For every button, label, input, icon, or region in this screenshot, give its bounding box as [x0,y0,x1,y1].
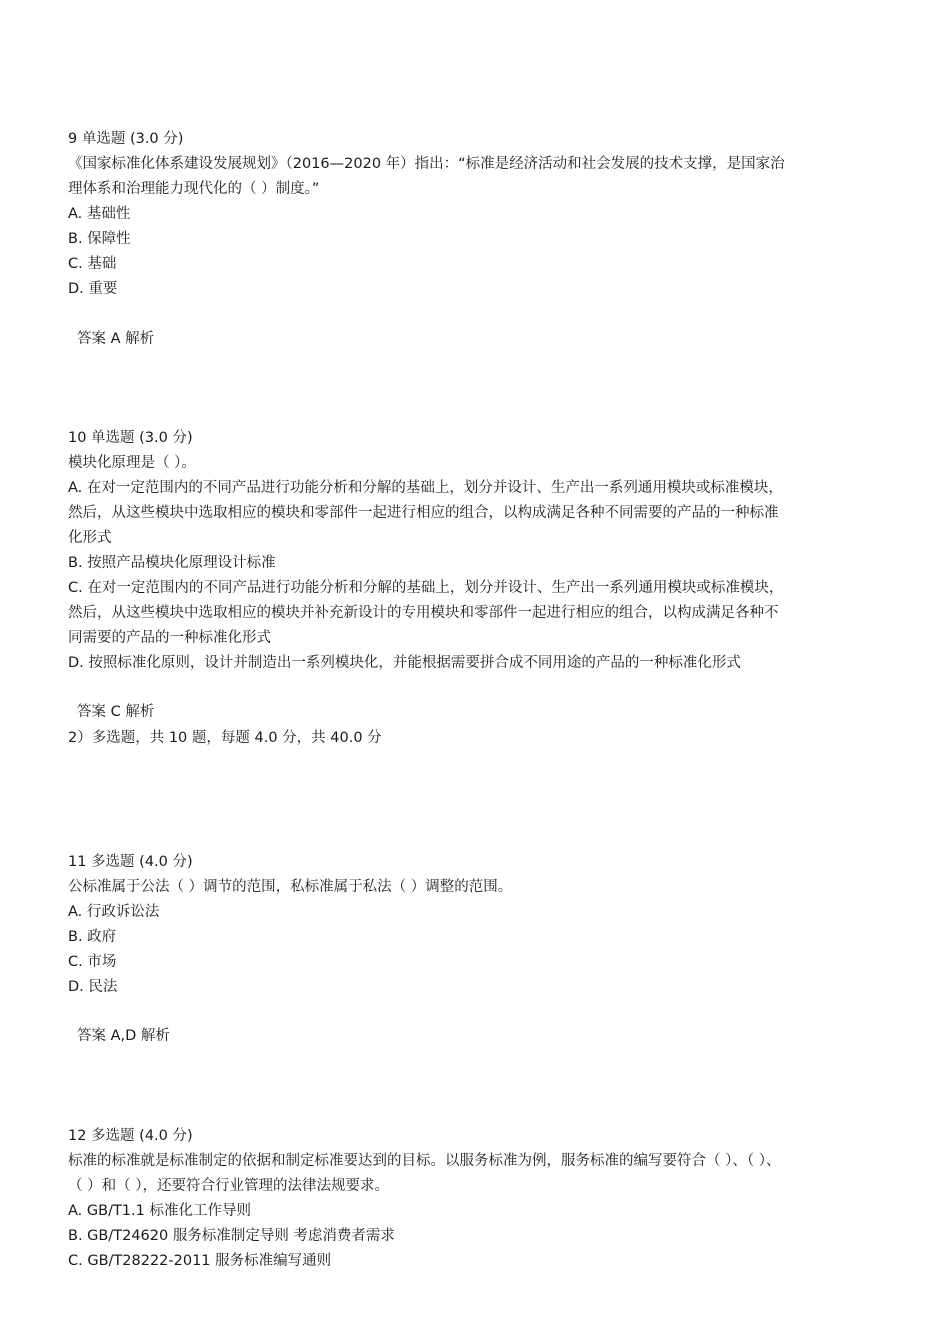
question-9-stem-line-2: 理体系和治理能力现代化的（ ）制度。” [68,181,320,197]
question-9-option-c: C. 基础 [68,256,117,272]
question-10-option-a-line-1: A. 在对一定范围内的不同产品进行功能分析和分解的基础上，划分并设计、生产出一系列通用模块或标准模块， [68,480,783,496]
question-11-option-c: C. 市场 [68,954,117,970]
question-9-option-b: B. 保障性 [68,231,131,247]
question-10-answer: 答案 C 解析 [77,704,155,720]
question-9-answer: 答案 A 解析 [77,331,155,347]
question-11-stem: 公标准属于公法（ ）调节的范围，私标准属于私法（ ）调整的范围。 [68,879,513,895]
question-10-option-c-line-1: C. 在对一定范围内的不同产品进行功能分析和分解的基础上，划分并设计、生产出一系列通用模块或标准模块， [68,580,784,596]
question-12-option-b: B. GB/T24620 服务标准制定导则 考虑消费者需求 [68,1228,395,1244]
question-11-option-a: A. 行政诉讼法 [68,904,160,920]
question-10-option-d: D. 按照标准化原则，设计并制造出一系列模块化，并能根据需要拼合成不同用途的产品的一种标准化形式 [68,655,741,671]
question-11-option-b: B. 政府 [68,929,117,945]
question-11-option-d: D. 民法 [68,979,118,995]
question-10-option-a-line-3: 化形式 [68,530,112,546]
question-9-option-a: A. 基础性 [68,206,131,222]
question-11-answer: 答案 A,D 解析 [77,1028,170,1044]
question-10-option-b: B. 按照产品模块化原理设计标准 [68,555,276,571]
question-12-stem-line-2: （ ）和（ ），还要符合行业管理的法律法规要求。 [68,1178,389,1194]
question-10-header: 10 单选题 (3.0 分) [68,430,193,446]
question-12-option-c: C. GB/T28222-2011 服务标准编写通则 [68,1253,332,1269]
question-12-option-a: A. GB/T1.1 标准化工作导则 [68,1203,251,1219]
question-12-header: 12 多选题 (4.0 分) [68,1128,193,1144]
question-11-header: 11 多选题 (4.0 分) [68,854,193,870]
question-9-stem-line-1: 《国家标准化体系建设发展规划》（2016—2020 年）指出：“标准是经济活动和社会发展的技术支撑，是国家治 [68,156,785,172]
question-10-option-c-line-3: 同需要的产品的一种标准化形式 [68,630,271,646]
question-9-option-d: D. 重要 [68,281,118,297]
question-9-header: 9 单选题 (3.0 分) [68,131,184,147]
section-2-heading: 2）多选题，共 10 题，每题 4.0 分，共 40.0 分 [68,730,382,746]
question-10-stem: 模块化原理是（ ）。 [68,455,196,471]
question-12-stem-line-1: 标准的标准就是标准制定的依据和制定标准要达到的目标。以服务标准为例，服务标准的编写要符合（ ）、（ ）、 [68,1153,781,1169]
question-10-option-c-line-2: 然后，从这些模块中选取相应的模块并补充新设计的专用模块和零部件一起进行相应的组合，以构成满足各种不 [68,605,779,621]
question-10-option-a-line-2: 然后，从这些模块中选取相应的模块和零部件一起进行相应的组合，以构成满足各种不同需要的产品的一种标准 [68,505,779,521]
